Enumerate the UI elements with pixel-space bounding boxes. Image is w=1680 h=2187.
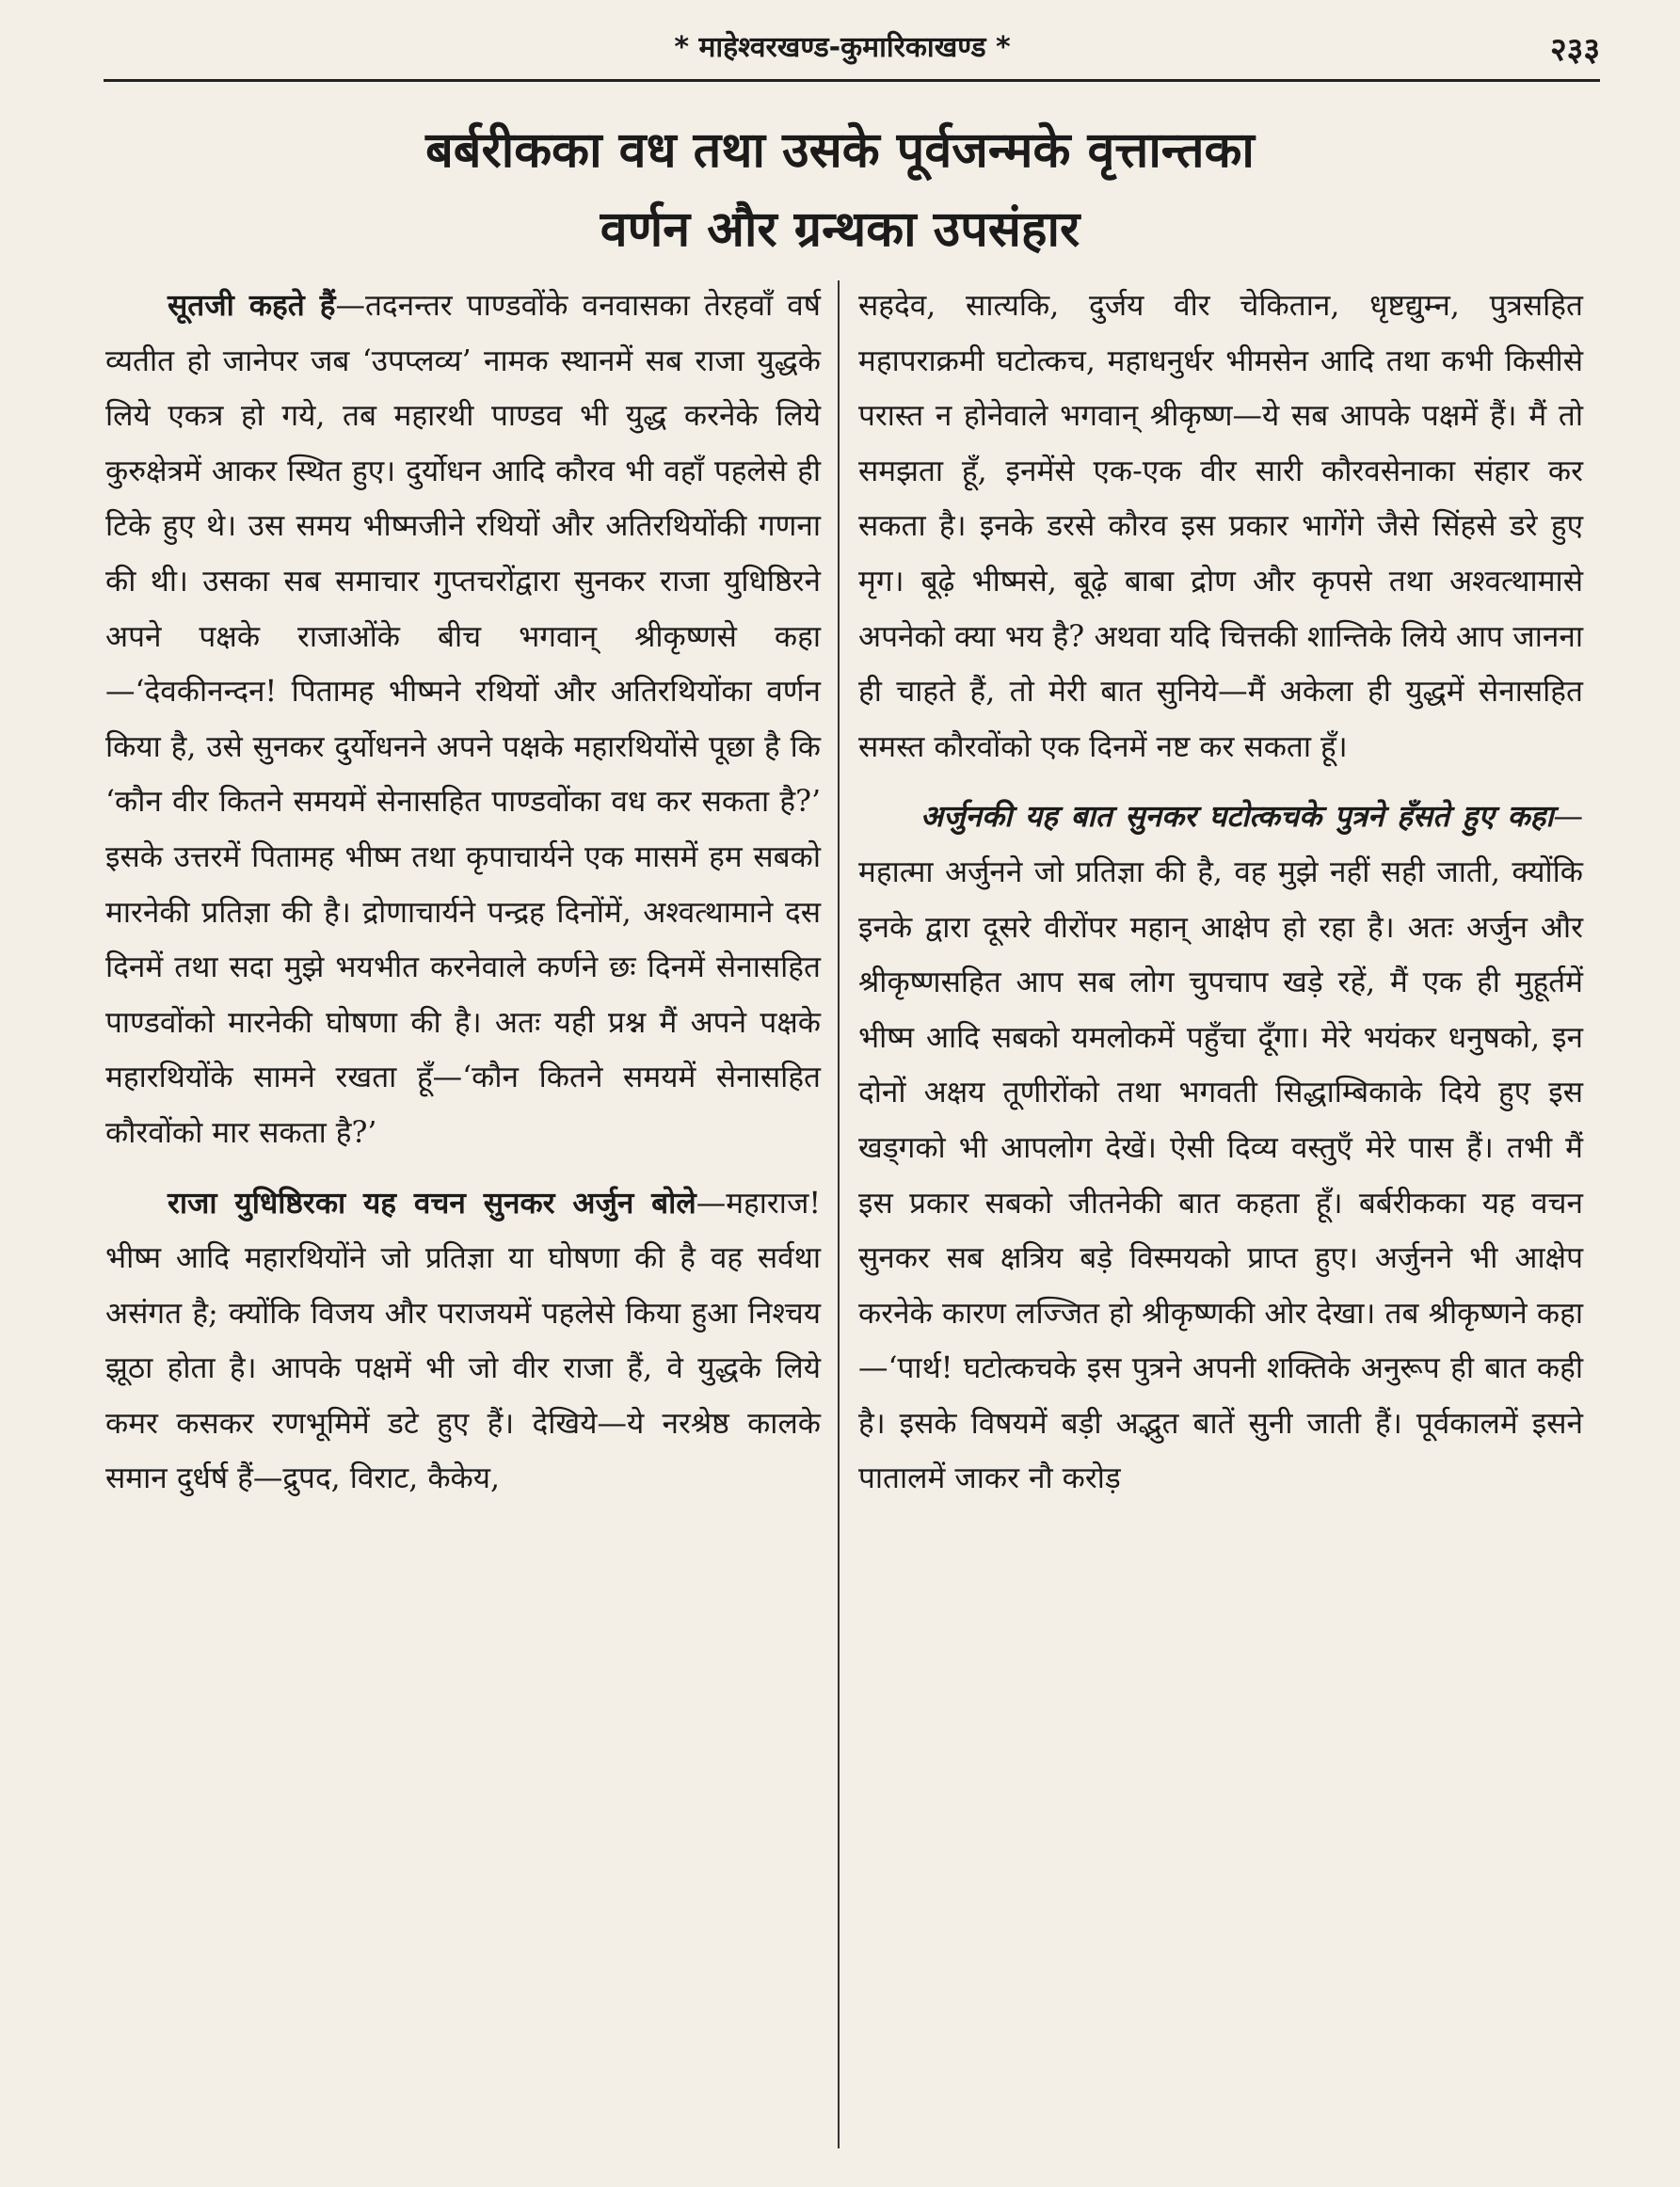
paragraph xyxy=(858,790,1583,1507)
paragraph xyxy=(105,279,821,1161)
header-rule xyxy=(104,79,1600,82)
paragraph-lead: अर्जुनकी यह बात सुनकर घटोत्कचके पुत्रने हँसते हुए कहा xyxy=(920,799,1554,835)
column-divider xyxy=(838,280,840,2148)
running-head: * माहेश्वरखण्ड-कुमारिकाखण्ड * xyxy=(674,31,1011,64)
paragraph-lead: सूतजी कहते हैं xyxy=(168,288,336,323)
paragraph-text: —तदनन्तर पाण्डवोंके वनवासका तेरहवाँ वर्ष व्यतीत हो जानेपर जब ‘उपप्लव्य’ नामक स्थानमें सब राजा युद्धके लिये एकत्र हो गये, तब महारथी पाण्डव भी युद्ध करनेके लिये कुरुक्षेत्रमें आकर स्थित हुए। दुर्योधन आदि कौरव भी वहाँ पहलेसे ही टिके हुए थे। उस समय भीष्मजीने रथियों और अतिरथियोंकी गणना की थी। उसका सब समाचार गुप्तचरोंद्वारा सुनकर राजा युधिष्ठिरने अपने पक्षके राजाओंके बीच भगवान् श्रीकृष्णसे कहा—‘देवकीनन्दन! पितामह भीष्मने रथियों और अतिरथियोंका वर्णन किया है, उसे सुनकर दुर्योधनने अपने पक्षके महारथियोंसे पूछा है कि ‘कौन वीर कितने समयमें सेनासहित पाण्डवोंका वध कर सकता है?’ इसके उत्तरमें पितामह भीष्म तथा कृपाचार्यने एक मासमें हम सबको मारनेकी प्रतिज्ञा की है। द्रोणाचार्यने पन्द्रह दिनोंमें, अश्वत्थामाने दस दिनमें तथा सदा मुझे भयभीत करनेवाले कर्णने छः दिनमें सेनासहित पाण्डवोंको मारनेकी घोषणा की है। अतः यही प्रश्न मैं अपने पक्षके महारथियोंके सामने रखता हूँ—‘कौन कितने समयमें सेनासहित कौरवोंको मार सकता है?’ xyxy=(105,289,821,1150)
paragraph xyxy=(105,1176,821,1508)
page-number: २३३ xyxy=(1549,31,1600,69)
paragraph-text: —महाराज! भीष्म आदि महारथियोंने जो प्रतिज्ञा या घोषणा की है वह सर्वथा असंगत है; क्योंकि विजय और पराजयमें पहलेसे किया हुआ निश्चय झूठा होता है। आपके पक्षमें भी जो वीर राजा हैं, वे युद्धके लिये कमर कसकर रणभूमिमें डटे हुए हैं। देखिये—ये नरश्रेष्ठ कालके समान दुर्धर्ष हैं—द्रुपद, विराट, कैकेय, xyxy=(105,1186,821,1496)
left-column xyxy=(105,279,821,1507)
paragraph-text: —महात्मा अर्जुनने जो प्रतिज्ञा की है, वह मुझे नहीं सही जाती, क्योंकि इनके द्वारा दूसरे वीरोंपर महान् आक्षेप हो रहा है। अतः अर्जुन और श्रीकृष्णसहित आप सब लोग चुपचाप खड़े रहें, मैं एक ही मुहूर्तमें भीष्म आदि सबको यमलोकमें पहुँचा दूँगा। मेरे भयंकर धनुषको, इन दोनों अक्षय तूणीरोंको तथा भगवती सिद्धाम्बिकाके दिये हुए इस खड्गको भी आपलोग देखें। ऐसी दिव्य वस्तुएँ मेरे पास हैं। तभी मैं इस प्रकार सबको जीतनेकी बात कहता हूँ। बर्बरीकका यह वचन सुनकर सब क्षत्रिय बड़े विस्मयको प्राप्त हुए। अर्जुनने भी आक्षेप करनेके कारण लज्जित हो श्रीकृष्णकी ओर देखा। तब श्रीकृष्णने कहा—‘पार्थ! घटोत्कचके इस पुत्रने अपनी शक्तिके अनुरूप ही बात कही है। इसके विषयमें बड़ी अद्भुत बातें सुनी जाती हैं। पूर्वकालमें इसने पातालमें जाकर नौ करोड़ xyxy=(858,800,1583,1496)
chapter-title xyxy=(188,111,1492,269)
paragraph-lead: राजा युधिष्ठिरका यह वचन सुनकर अर्जुन बोले xyxy=(168,1185,696,1221)
right-column xyxy=(858,279,1583,1507)
paragraph xyxy=(858,279,1583,774)
chapter-title-line-2: वर्णन और ग्रन्थका उपसंहार xyxy=(600,201,1080,258)
page-header xyxy=(85,26,1600,73)
chapter-title-line-1: बर्बरीकका वध तथा उसके पूर्वजन्मके वृत्तान्तका xyxy=(425,122,1255,179)
paragraph-text: सहदेव, सात्यकि, दुर्जय वीर चेकितान, धृष्टद्युम्न, पुत्रसहित महापराक्रमी घटोत्कच, महाधनुर्धर भीमसेन आदि तथा कभी किसीसे परास्त न होनेवाले भगवान् श्रीकृष्ण—ये सब आपके पक्षमें हैं। मैं तो समझता हूँ, इनमेंसे एक-एक वीर सारी कौरवसेनाका संहार कर सकता है। इनके डरसे कौरव इस प्रकार भागेंगे जैसे सिंहसे डरे हुए मृग। बूढ़े भीष्मसे, बूढ़े बाबा द्रोण और कृपसे तथा अश्वत्थामासे अपनेको क्या भय है? अथवा यदि चित्तकी शान्तिके लिये आप जानना ही चाहते हैं, तो मेरी बात सुनिये—मैं अकेला ही युद्धमें सेनासहित समस्त कौरवोंको एक दिनमें नष्ट कर सकता हूँ। xyxy=(858,289,1583,764)
